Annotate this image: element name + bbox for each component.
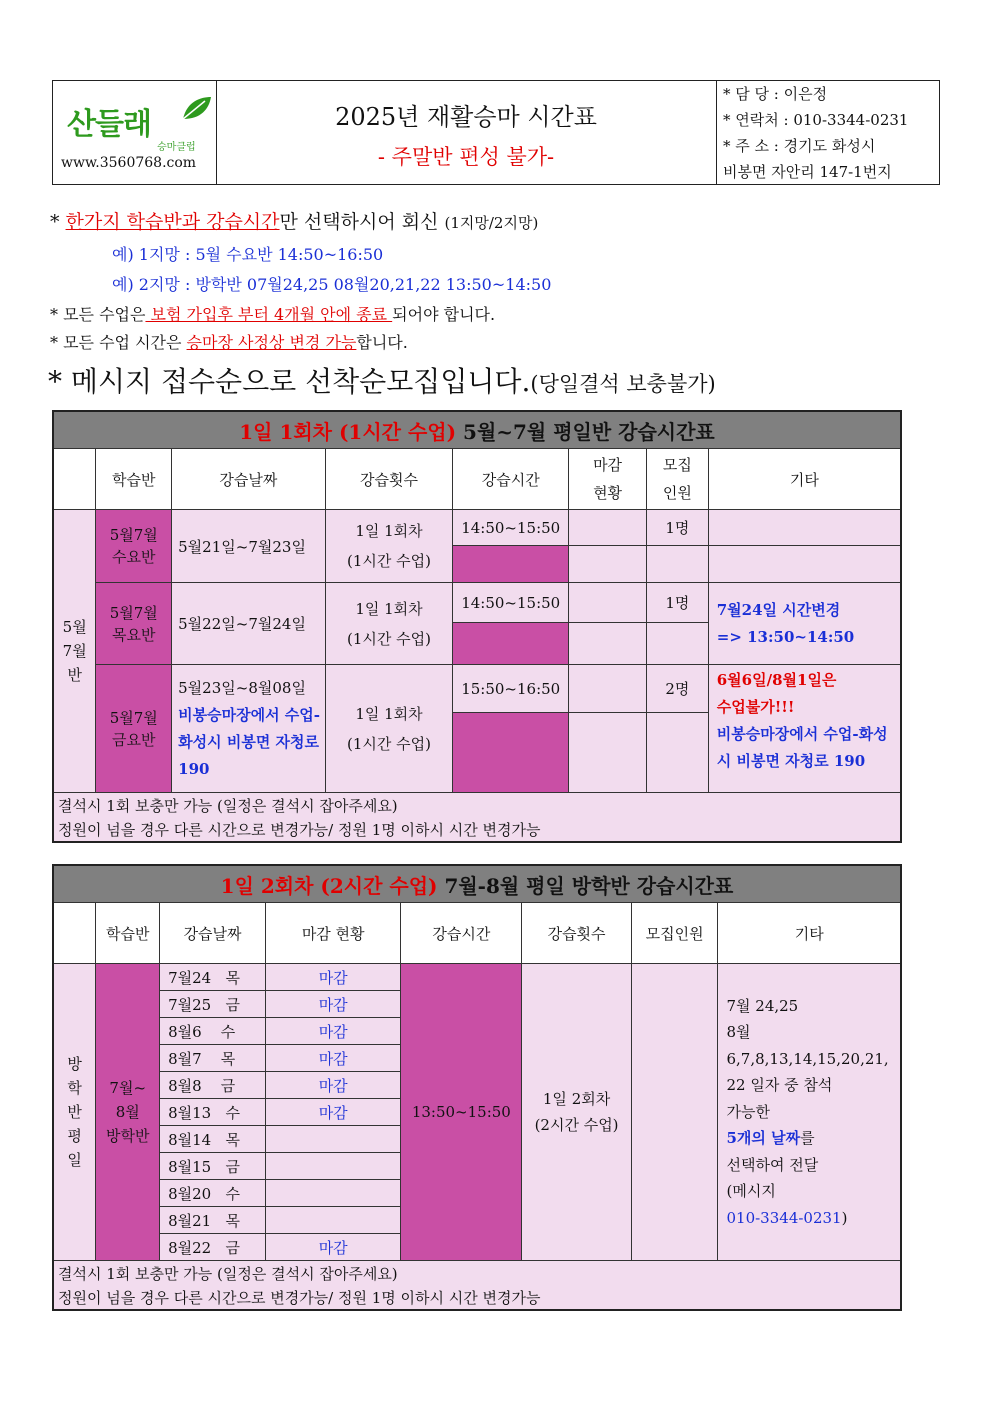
header-recruit: 모집인원 — [631, 903, 718, 964]
table-title — [53, 865, 901, 903]
class-count: 1일 1회차 (1시간 수업) — [325, 665, 453, 793]
vacation-date: 8월7 목 — [160, 1045, 266, 1072]
time-cell — [453, 623, 569, 665]
class-time: 15:50~16:50 — [453, 665, 569, 713]
vacation-status: 마감 — [265, 1072, 400, 1099]
class-name: 5월7월 목요반 — [96, 583, 172, 665]
vacation-status — [265, 1207, 400, 1234]
note-text: 정원이 넘을 경우 다른 시간으로 변경가능/ 정원 1명 이하시 시간 변경가능 — [53, 1285, 901, 1310]
instruction-note: (1지망/2지망) — [444, 214, 539, 232]
highlight-text: 승마장 사정상 변경 가능 — [186, 333, 357, 352]
logo-text: 산들래 — [67, 107, 151, 142]
class-recruit: 1명 — [646, 510, 708, 546]
contact-manager: * 담 당 : 이은정 — [723, 85, 828, 103]
vacation-status: 마감 — [265, 964, 400, 991]
vacation-date: 8월8 금 — [160, 1072, 266, 1099]
header-etc: 기타 — [708, 449, 901, 510]
etc-cell — [708, 546, 901, 583]
table-note — [53, 817, 901, 842]
vacation-date: 8월6 수 — [160, 1018, 266, 1045]
instruction-line-3 — [50, 330, 408, 353]
class-name: 5월7월 수요반 — [96, 510, 172, 583]
vacation-status — [265, 1153, 400, 1180]
header-class: 학습반 — [96, 449, 172, 510]
header-box — [52, 80, 940, 185]
header-status: 마감 현황 — [569, 449, 647, 510]
instruction-line-1 — [50, 207, 538, 234]
table-row — [53, 510, 901, 546]
vacation-schedule-table — [52, 864, 902, 1311]
page-subtitle: - 주말반 편성 불가- — [377, 145, 555, 169]
class-location: 비봉승마장에서 수업-화성시 비봉면 자청로190 — [178, 706, 320, 778]
class-count: 1일 2회차 (2시간 수업) — [522, 964, 632, 1261]
class-etc — [708, 510, 901, 546]
recruit-cell — [646, 623, 708, 665]
header-class: 학습반 — [96, 903, 160, 964]
table-row — [53, 583, 901, 623]
table-note — [53, 793, 901, 818]
class-count: 1일 1회차 (1시간 수업) — [325, 583, 453, 665]
class-recruit: 2명 — [646, 665, 708, 713]
header-count: 강습횟수 — [325, 449, 453, 510]
class-date: 5월21일~7월23일 — [172, 510, 326, 583]
class-date-cell — [172, 665, 326, 793]
etc-text: 7월 24,25 8월 6,7,8,13,14,15,20,21, 22 일자 중 참석 가능한 — [726, 996, 889, 1121]
class-etc-cell — [708, 665, 901, 793]
etc-text: ) — [841, 1208, 848, 1227]
instruction-text: * 모든 수업은 — [50, 305, 146, 324]
highlight-text: 보험 가입후 부터 4개월 안에 종료 — [145, 305, 393, 324]
status-cell — [569, 713, 647, 793]
logo — [53, 81, 217, 184]
highlight-text: 한가지 학습반과 강습시간 — [65, 211, 280, 233]
class-time: 14:50~15:50 — [453, 510, 569, 546]
contact-address-detail: 비봉면 자안리 147-1번지 — [723, 163, 892, 181]
vacation-date: 7월25 금 — [160, 991, 266, 1018]
example-2: 예) 2지망 : 방학반 07월24,25 08월20,21,22 13:50~14:50 — [112, 275, 552, 294]
vacation-status: 마감 — [265, 1234, 400, 1261]
vacation-date: 8월20 수 — [160, 1180, 266, 1207]
header-date: 강습날짜 — [172, 449, 326, 510]
contact-address: * 주 소 : 경기도 화성시 — [723, 137, 876, 155]
website: www.3560768.com — [61, 155, 197, 171]
header-status: 마감 현황 — [265, 903, 400, 964]
instruction-line-2 — [50, 302, 495, 325]
class-recruit — [631, 964, 718, 1261]
header-etc: 기타 — [718, 903, 901, 964]
group-label: 5월 7월 반 — [53, 510, 96, 793]
group-label: 방 학 반 평 일 — [53, 964, 96, 1261]
contact-phone: * 연락처 : 010-3344-0231 — [723, 111, 909, 129]
instruction-text: 합니다. — [356, 333, 408, 352]
note-text: 결석시 1회 보충만 가능 (일정은 결석시 잡아주세요) — [53, 793, 901, 818]
class-date: 5월22일~7월24일 — [172, 583, 326, 665]
class-name: 7월~ 8월 방학반 — [96, 964, 160, 1261]
class-status — [569, 510, 647, 546]
header-date: 강습날짜 — [160, 903, 266, 964]
example-1: 예) 1지망 : 5월 수요반 14:50~16:50 — [112, 245, 384, 264]
page-title: 2025년 재활승마 시간표 — [335, 103, 597, 131]
recruit-cell — [646, 546, 708, 583]
table-row — [53, 964, 901, 991]
table-header — [53, 449, 901, 510]
vacation-date: 8월14 목 — [160, 1126, 266, 1153]
instruction-text: * 모든 수업 시간은 — [50, 333, 187, 352]
logo-subtext: 승마클럽 — [157, 142, 196, 153]
vacation-date: 8월13 수 — [160, 1099, 266, 1126]
class-time: 13:50~15:50 — [401, 964, 522, 1261]
class-name: 5월7월 금요반 — [96, 665, 172, 793]
table-note — [53, 1285, 901, 1310]
etc-phone: 010-3344-0231 — [726, 1208, 842, 1227]
header-time: 강습시간 — [401, 903, 522, 964]
notice-note: (당일결석 보충불가) — [530, 372, 716, 396]
table-header — [53, 903, 901, 964]
vacation-date-rows — [53, 964, 901, 1261]
header-recruit: 모집 인원 — [646, 449, 708, 510]
vacation-status — [265, 1180, 400, 1207]
class-recruit: 1명 — [646, 583, 708, 623]
vacation-status: 마감 — [265, 1045, 400, 1072]
table-title-highlight: 1일 1회차 (1시간 수업) — [239, 419, 457, 444]
status-cell — [569, 546, 647, 583]
recruit-cell — [646, 713, 708, 793]
header-count: 강습횟수 — [522, 903, 632, 964]
table-row — [53, 665, 901, 713]
vacation-status: 마감 — [265, 1018, 400, 1045]
time-cell — [453, 546, 569, 583]
class-etc-warning: 6월6일/8월1일은 수업불가!!! — [716, 671, 837, 716]
class-count: 1일 1회차 (1시간 수업) — [325, 510, 453, 583]
vacation-date: 8월15 금 — [160, 1153, 266, 1180]
etc-text: 를 선택하여 전달 (메시지 — [726, 1129, 819, 1201]
class-etc: 7월24일 시간변경 => 13:50~14:50 — [708, 583, 901, 665]
status-cell — [569, 623, 647, 665]
table-title-text: 7월-8월 평일 방학반 강습시간표 — [437, 873, 734, 898]
header-empty — [53, 449, 96, 510]
star: * — [50, 211, 60, 233]
class-status — [569, 665, 647, 713]
class-etc-location: 비봉승마장에서 수업-화성시 비봉면 자청로 190 — [716, 725, 888, 770]
class-time: 14:50~15:50 — [453, 583, 569, 623]
class-status — [569, 583, 647, 623]
class-etc-cell — [718, 964, 901, 1261]
vacation-date: 8월21 목 — [160, 1207, 266, 1234]
header-empty — [53, 903, 96, 964]
contact-info — [716, 81, 939, 184]
table-note — [53, 1261, 901, 1286]
time-cell — [453, 713, 569, 793]
weekday-schedule-table — [52, 410, 902, 843]
vacation-date: 8월22 금 — [160, 1234, 266, 1261]
notice-text: * 메시지 접수순으로 선착순모집입니다. — [48, 365, 531, 398]
vacation-status: 마감 — [265, 1099, 400, 1126]
note-text: 정원이 넘을 경우 다른 시간으로 변경가능/ 정원 1명 이하시 시간 변경가능 — [53, 817, 901, 842]
class-date: 5월23일~8월08일 — [178, 679, 306, 697]
notice-line — [48, 360, 716, 400]
table-title-highlight: 1일 2회차 (2시간 수업) — [220, 873, 438, 898]
vacation-date: 7월24 목 — [160, 964, 266, 991]
header-time: 강습시간 — [453, 449, 569, 510]
note-text: 결석시 1회 보충만 가능 (일정은 결석시 잡아주세요) — [53, 1261, 901, 1286]
instruction-text: 되어야 합니다. — [392, 305, 496, 324]
table-title-text: 5월~7월 평일반 강습시간표 — [456, 419, 715, 444]
vacation-status: 마감 — [265, 991, 400, 1018]
table-title — [53, 411, 901, 449]
instruction-text: 만 선택하시어 회신 — [279, 211, 439, 233]
vacation-status — [265, 1126, 400, 1153]
leaf-icon — [181, 95, 213, 121]
etc-highlight: 5개의 날짜 — [726, 1129, 801, 1148]
